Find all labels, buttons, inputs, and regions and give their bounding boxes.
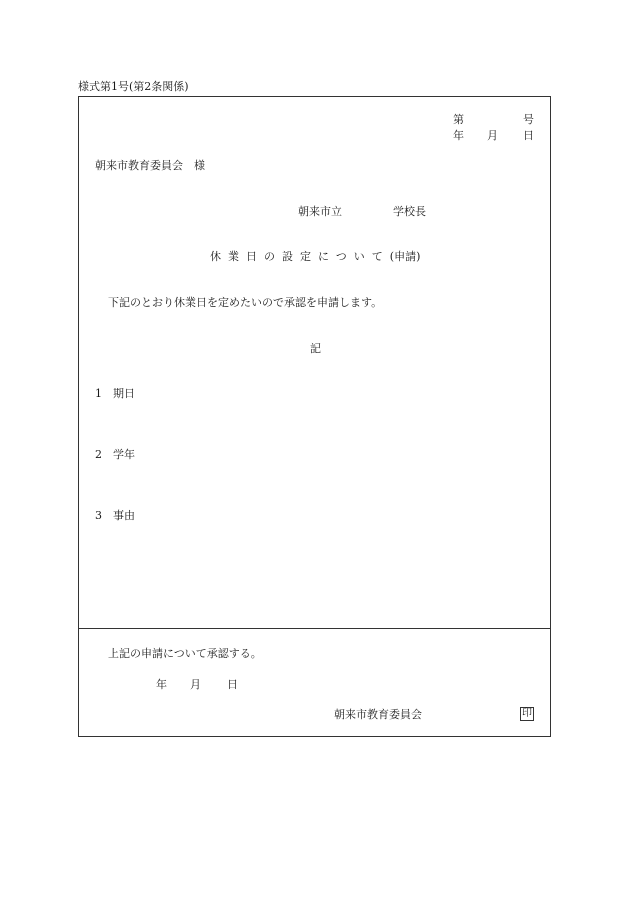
item-1-label: 期日 [113,387,135,400]
item-2-number: 2 [95,448,102,461]
date-year: 年 [453,129,464,142]
approval-month: 月 [190,678,201,691]
sender-suffix: 学校長 [393,205,426,218]
date-day: 日 [523,129,534,142]
document-title [210,251,420,262]
approval-authority: 朝来市教育委員会 [334,708,422,721]
section-divider [78,628,551,629]
title-main: 休業日の設定について [210,250,390,263]
item-1-number: 1 [95,387,102,400]
form-frame [78,96,551,737]
item-3-label: 事由 [113,509,135,522]
form-header: 様式第1号(第2条関係) [78,80,189,93]
number-go: 号 [523,113,534,126]
ki-heading: 記 [310,342,321,355]
approval-year: 年 [156,678,167,691]
title-suffix: (申請) [389,250,421,263]
date-month: 月 [487,129,498,142]
approval-text: 上記の申請について承認する。 [108,647,262,660]
item-3-number: 3 [95,509,102,522]
item-2-label: 学年 [113,448,135,461]
body-text: 下記のとおり休業日を定めたいので承認を申請します。 [108,296,383,309]
addressee: 朝来市教育委員会 様 [95,159,205,172]
number-dai: 第 [453,113,464,126]
approval-day: 日 [227,678,238,691]
sender-prefix: 朝来市立 [298,205,342,218]
seal-box: 印 [522,708,532,719]
